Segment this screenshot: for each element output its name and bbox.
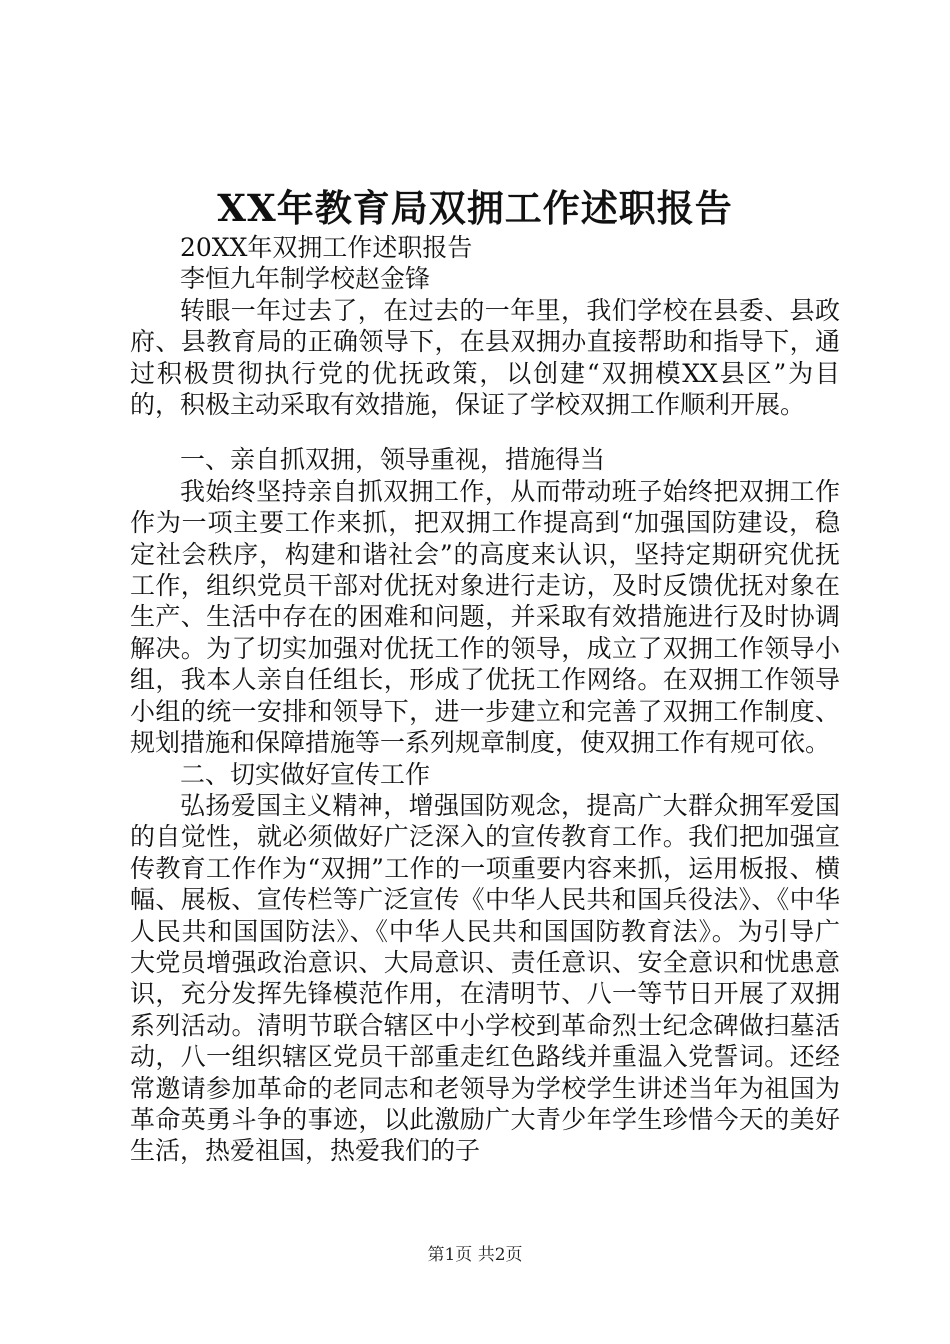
document-body (130, 232, 840, 1167)
author-line: 李恒九年制学校赵金锋 (180, 264, 431, 294)
section-1-paragraph: 我始终坚持亲自抓双拥工作，从而带动班子始终把双拥工作作为一项主要工作来抓，把双拥工作提高到“加强国防建设，稳定社会秩序，构建和谐社会”的高度来认识，坚持定期研究优抚工作，组织党员干部对优抚对象进行走访，及时反馈优抚对象在生产、生活中存在的困难和问题，并采取有效措施进行及时协调解决。为了切实加强对优抚工作的领导，成立了双拥工作领导小组，我本人亲自任组长，形成了优抚工作网络。在双拥工作领导小组的统一安排和领导下，进一步建立和完善了双拥工作制度、规划措施和保障措施等一系列规章制度，使双拥工作有规可依。 (130, 476, 840, 758)
report-subtitle: 20XX年双拥工作述职报告 (180, 233, 473, 262)
section-2-paragraph: 弘扬爱国主义精神，增强国防观念，提高广大群众拥军爱国的自觉性，就必须做好广泛深入的宣传教育工作。我们把加强宣传教育工作作为“双拥”工作的一项重要内容来抓，运用板报、横幅、展板、宣传栏等广泛宣传《中华人民共和国兵役法》、《中华人民共和国国防法》、《中华人民共和国国防教育法》。为引导广大党员增强政治意识、大局意识、责任意识、安全意识和忧患意识，充分发挥先锋模范作用，在清明节、八一等节日开展了双拥系列活动。清明节联合辖区中小学校到革命烈士纪念碑做扫墓活动，八一组织辖区党员干部重走红色路线并重温入党誓词。还经常邀请参加革命的老同志和老领导为学校学生讲述当年为祖国为革命英勇斗争的事迹，以此激励广大青少年学生珍惜今天的美好生活，热爱祖国，热爱我们的子 (130, 790, 840, 1166)
intro-paragraph: 转眼一年过去了，在过去的一年里，我们学校在县委、县政府、县教育局的正确领导下，在县双拥办直接帮助和指导下，通过积极贯彻执行党的优抚政策，以创建“双拥模XX县区”为目的，积极主动采取有效措施，保证了学校双拥工作顺利开展。 (130, 295, 840, 420)
page-number: 第1页 共2页 (427, 1245, 523, 1265)
section-heading-2: 二、切实做好宣传工作 (180, 759, 431, 789)
document-title: XX年教育局双拥工作述职报告 (217, 186, 733, 230)
section-heading-1: 一、亲自抓双拥，领导重视，措施得当 (180, 445, 606, 475)
